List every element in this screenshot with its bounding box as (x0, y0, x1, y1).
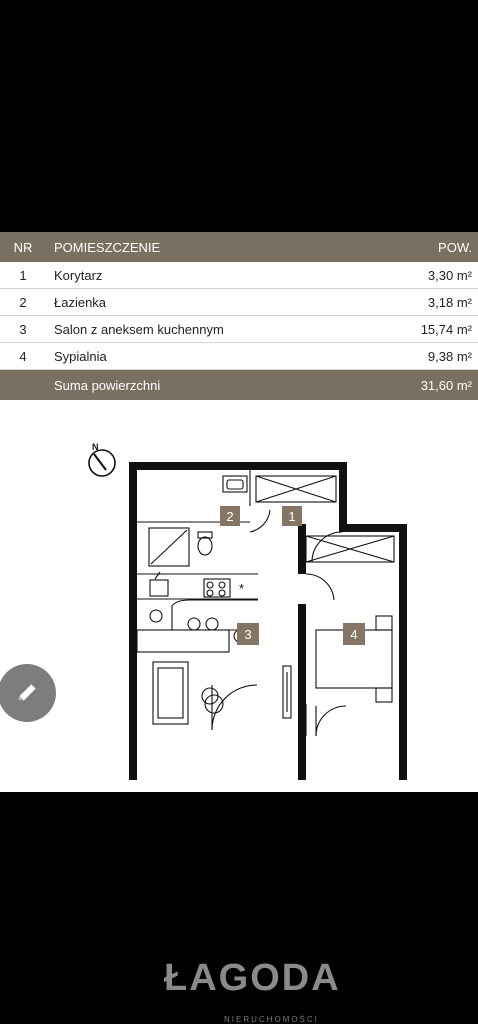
north-compass-icon (89, 442, 115, 476)
header-nr: NR (0, 232, 46, 262)
row-area: 3,18 m² (366, 289, 478, 316)
row-nr: 4 (0, 343, 46, 370)
row-room: Korytarz (46, 262, 366, 289)
table-row (0, 343, 478, 370)
row-nr: 1 (0, 262, 46, 289)
room-label-3 (237, 623, 259, 645)
room-label-2 (220, 506, 240, 526)
pencil-icon (14, 680, 40, 706)
bathroom (137, 470, 270, 566)
svg-text:3: 3 (244, 627, 252, 642)
total-label: Suma powierzchni (46, 370, 366, 401)
room-label-1 (282, 506, 302, 526)
row-area: 9,38 m² (366, 343, 478, 370)
row-room: Łazienka (46, 289, 366, 316)
edit-button[interactable] (0, 664, 56, 722)
room-label-4 (343, 623, 365, 645)
header-area: POW. (366, 232, 478, 262)
svg-text:1: 1 (288, 509, 296, 524)
room-area-table (0, 232, 478, 400)
logo-word: ŁAGODA (164, 957, 341, 999)
table-total-row (0, 370, 478, 401)
total-area: 31,60 m² (366, 370, 478, 401)
outer-walls (129, 462, 407, 780)
svg-text:2: 2 (226, 509, 234, 524)
floor-plan-sheet (0, 232, 478, 792)
row-nr: 2 (0, 289, 46, 316)
row-nr: 3 (0, 316, 46, 343)
svg-text:*: * (239, 581, 245, 596)
living-room-furniture (153, 662, 291, 730)
header-room: POMIESZCZENIE (46, 232, 366, 262)
logo-subtitle: NIERUCHOMOŚCI (224, 1015, 319, 1024)
row-area: 3,30 m² (366, 262, 478, 289)
row-room: Sypialnia (46, 343, 366, 370)
table-row (0, 262, 478, 289)
floor-plan-drawing (80, 440, 410, 780)
table-header (0, 232, 478, 262)
row-room: Salon z aneksem kuchennym (46, 316, 366, 343)
row-area: 15,74 m² (366, 316, 478, 343)
svg-text:4: 4 (350, 627, 358, 642)
brand-logo (160, 957, 341, 1024)
north-label: N (92, 442, 99, 452)
table-row (0, 289, 478, 316)
table-row (0, 316, 478, 343)
